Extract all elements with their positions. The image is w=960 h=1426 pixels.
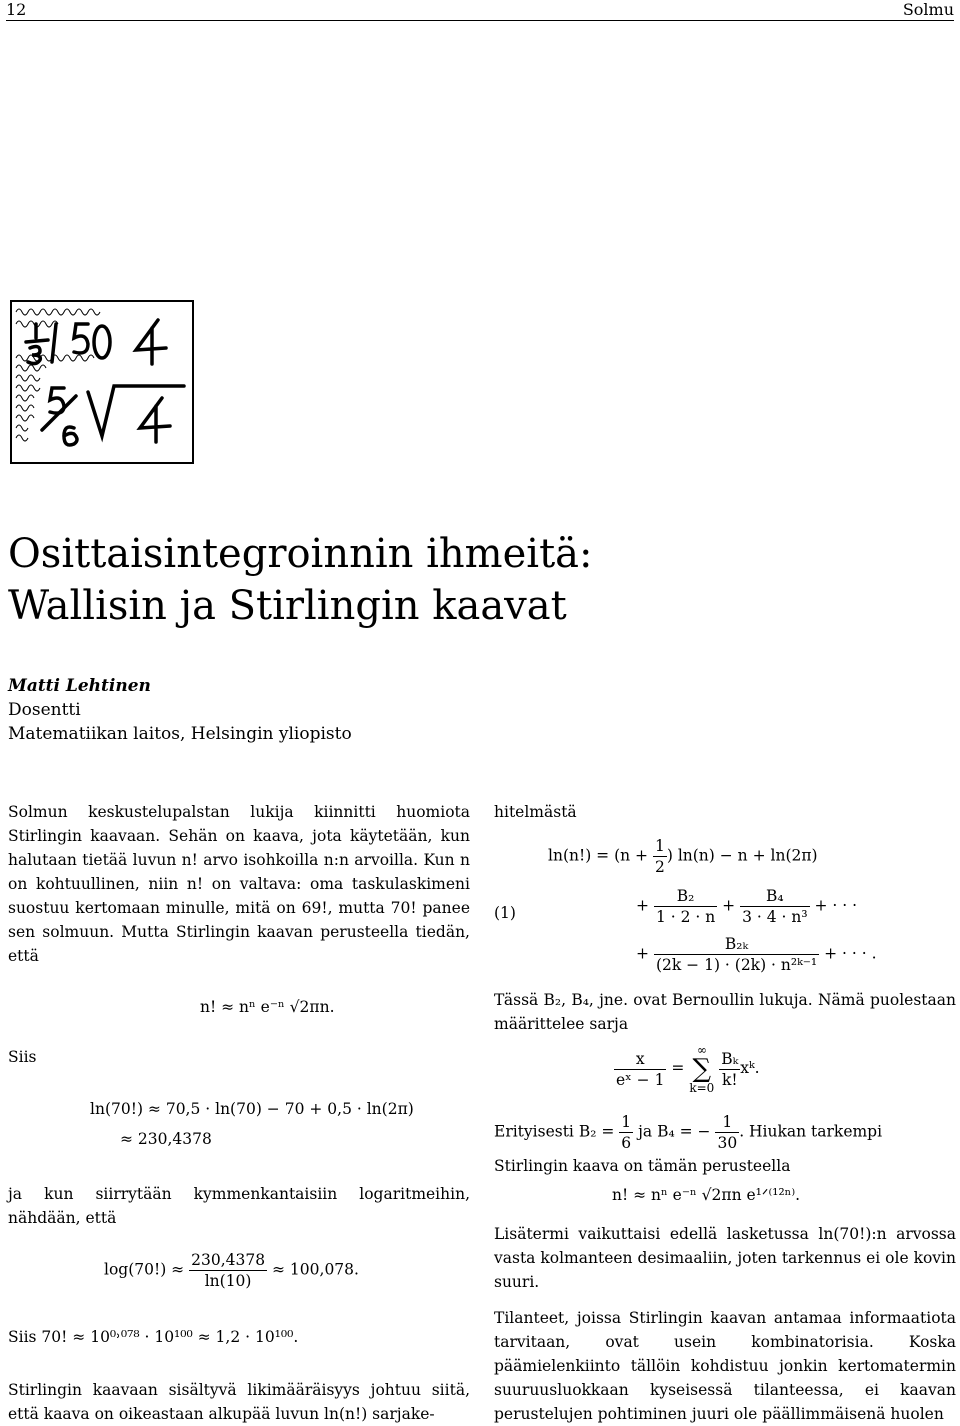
right-paragraph-2-line-1 (494, 1112, 882, 1153)
b2k-numerator: B₂ₖ (654, 934, 819, 955)
b4-value-fraction (715, 1112, 739, 1153)
b2-value-intro: Erityisesti B₂ = (494, 1122, 615, 1141)
series-eq-line-1 (548, 836, 818, 877)
series-line-1-rhs: ) ln(n) − n + ln(2π) (666, 846, 818, 865)
handwritten-numbers-illustration (10, 300, 194, 464)
b4-value-intro: ja B₄ = − (638, 1122, 711, 1141)
right-paragraph-3: Lisätermi vaikuttaisi edellä lasketussa ln(70!):n arvossa vasta kolmanteen desimaaliin, joten tarkennus ei ole kovin suuri. (494, 1225, 956, 1291)
large-numbers (26, 320, 184, 445)
paragraph-2-tail: . Hiukan tarkempi (739, 1122, 883, 1141)
log70-equation (104, 1250, 359, 1291)
series-line-3-plus: + (636, 944, 649, 963)
left-paragraph-2: ja kun siirrytään kymmenkantaisiin logaritmeihin, nähdään, että (8, 1185, 470, 1227)
gen-term-denominator: k! (721, 1070, 738, 1089)
series-line-2-plus: + (636, 896, 649, 915)
b2-value-denominator: 6 (621, 1134, 632, 1152)
b2k-term (654, 934, 819, 975)
illustration-svg (12, 302, 192, 462)
series-eq-line-3 (636, 934, 877, 975)
log70-fraction (189, 1250, 267, 1291)
journal-name: Solmu (902, 0, 954, 19)
log70-rhs: ≈ 100,078. (272, 1260, 359, 1279)
b2-value-fraction (619, 1112, 633, 1153)
b4-value-denominator: 30 (717, 1134, 738, 1152)
right-paragraph-2-line-2: Stirlingin kaava on tämän perusteella (494, 1157, 791, 1175)
b2-denominator: 1 · 2 · n (655, 908, 716, 926)
gen-term-fraction (719, 1049, 740, 1090)
series-eq-line-2 (636, 886, 857, 927)
author-position: Dosentti (8, 700, 81, 720)
right-paragraph-4: Tilanteet, joissa Stirlingin kaavan antamaa informaatiota tarvitaan, ovat usein kombinatorisia. Koska päämielenkiinto tällöin kohdistuu jonkin kertomatermin suuruusluokkaan kyseisessä tilanteessa, ei kaavan perustelujen pohtiminen juuri ole päällimmäisenä huolen (494, 1309, 956, 1423)
title-line-1: Osittaisintegroinnin ihmeitä: (8, 531, 593, 577)
half-numerator: 1 (654, 837, 665, 855)
log70-denominator: ln(10) (204, 1272, 252, 1290)
author-name: Matti Lehtinen (8, 676, 151, 696)
gen-equals: = (671, 1059, 685, 1077)
gen-lhs-fraction (614, 1049, 666, 1090)
log70-numerator: 230,4378 (191, 1251, 266, 1269)
title-line-2: Wallisin ja Stirlingin kaavat (8, 583, 567, 629)
gen-tail: xᵏ. (740, 1059, 760, 1077)
left-paragraph-1: Solmun keskustelupalstan lukija kiinnitti huomiota Stirlingin kaavaan. Sehän on kaava, jota käytetään, kun halutaan tietää luvun n! arvo isohkoilla n:n arvoilla. Kun n on kohtuullinen, niin n! on valtava: oma taskulaskimeni suostuu kertomaan minulle, mitä on 69!, mutta 70! panee sen solmuun. Mutta Stirlingin kaavan perusteella tiedän, että (8, 803, 470, 965)
article-title (8, 528, 592, 632)
header-rule (6, 20, 954, 21)
log70-lhs: log(70!) ≈ (104, 1260, 185, 1279)
right-paragraph-0: hitelmästä (494, 803, 577, 821)
sum-operator (689, 1044, 714, 1094)
ln70-equation-line-2: ≈ 230,4378 (120, 1130, 212, 1148)
series-line-3-tail: + · · · . (824, 944, 877, 963)
series-line-2-tail: + · · · (814, 896, 858, 915)
b4-denominator: 3 · 4 · n³ (742, 908, 808, 926)
page-number: 12 (6, 0, 27, 19)
b4-numerator: B₄ (740, 886, 809, 907)
gen-lhs-numerator: x (614, 1049, 666, 1070)
sum-lower-limit: k=0 (689, 1081, 715, 1095)
b2-term (654, 886, 717, 927)
half-denominator: 2 (654, 858, 665, 876)
right-paragraph-1: Tässä B₂, B₄, jne. ovat Bernoullin lukuja. Nämä puolestaan määrittelee sarja (494, 991, 956, 1033)
series-line-1-lhs: ln(n!) = (n + (548, 846, 653, 865)
b2k-denominator: (2k − 1) · (2k) · n²ᵏ⁻¹ (655, 956, 818, 974)
gen-term-numerator: Bₖ (721, 1049, 739, 1068)
scribble-rows (16, 309, 100, 441)
half-fraction (653, 836, 667, 877)
siis-70-estimate: Siis 70! ≈ 10⁰˒⁰⁷⁸ · 10¹⁰⁰ ≈ 1,2 · 10¹⁰⁰. (8, 1328, 299, 1346)
stirling-formula: n! ≈ nⁿ e⁻ⁿ √2πn. (200, 998, 335, 1016)
b2-numerator: B₂ (654, 886, 717, 907)
equation-label-1: (1) (494, 904, 516, 922)
sum-symbol: ∑ (692, 1054, 712, 1084)
gen-lhs-denominator: eˣ − 1 (616, 1070, 665, 1089)
b2-value-numerator: 1 (621, 1113, 632, 1131)
author-institution: Matematiikan laitos, Helsingin yliopisto (8, 724, 352, 744)
plus-sign: + (722, 896, 736, 915)
ln70-equation-line-1: ln(70!) ≈ 70,5 · ln(70) − 70 + 0,5 · ln(2π) (90, 1100, 414, 1118)
left-paragraph-3: Stirlingin kaavaan sisältyvä likimääräisyys johtuu siitä, että kaava on oikeastaan alkupää luvun ln(n!) sarjake- (8, 1381, 470, 1423)
sum-upper-limit: ∞ (696, 1043, 707, 1057)
refined-stirling-formula: n! ≈ nⁿ e⁻ⁿ √2πn e¹ᐟ⁽¹²ⁿ⁾. (612, 1186, 801, 1204)
b4-value-numerator: 1 (715, 1112, 739, 1133)
siis-label: Siis (8, 1048, 37, 1066)
b4-term (740, 886, 809, 927)
bernoulli-generating-function (614, 1044, 760, 1094)
